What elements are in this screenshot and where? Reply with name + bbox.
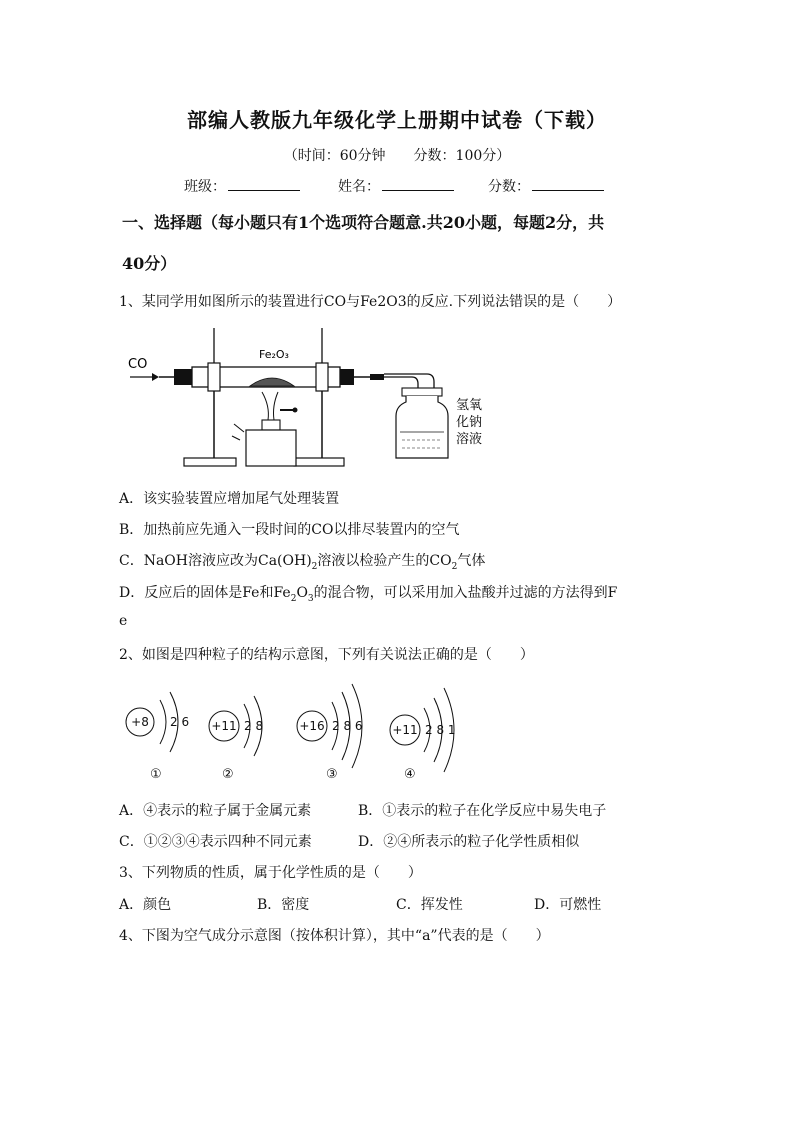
particle-4-electrons: 2 8 1 bbox=[425, 723, 456, 737]
particle-3-electrons: 2 8 6 bbox=[332, 719, 363, 733]
question-2-option-c[interactable]: C．①②③④表示四种不同元素 bbox=[119, 834, 312, 850]
page-title: 部编人教版九年级化学上册期中试卷（下载） bbox=[187, 108, 607, 132]
question-3-option-b[interactable]: B．密度 bbox=[257, 897, 310, 913]
question-1-option-b[interactable]: B．加热前应先通入一段时间的CO以排尽装置内的空气 bbox=[119, 522, 460, 538]
question-1-option-a[interactable]: A．该实验装置应增加尾气处理装置 bbox=[119, 491, 340, 507]
question-3-option-d[interactable]: D．可燃性 bbox=[534, 897, 602, 913]
section-heading-line1: 一、选择题（每小题只有1个选项符合题意.共20小题，每题2分，共 bbox=[122, 213, 605, 232]
option-c-text-1: C．NaOH溶液应改为Ca(OH) bbox=[119, 553, 312, 569]
particle-4-diagram bbox=[390, 688, 456, 782]
particle-3-nucleus: +16 bbox=[299, 719, 325, 733]
naoh-label-2: 化钠 bbox=[456, 415, 482, 430]
particle-3-diagram bbox=[297, 684, 363, 782]
particle-2-diagram bbox=[209, 696, 263, 782]
option-c-subscript-2: 2 bbox=[451, 561, 458, 572]
question-1-option-d[interactable] bbox=[119, 582, 617, 604]
class-blank[interactable] bbox=[228, 176, 300, 191]
option-d-text-3: 的混合物，可以采用加入盐酸并过滤的方法得到F bbox=[313, 585, 618, 601]
option-c-text-3: 气体 bbox=[457, 553, 486, 569]
section-heading-line2: 40分） bbox=[122, 254, 177, 273]
option-c-text-2: 溶液以检验产生的CO bbox=[317, 553, 452, 569]
question-3-option-c[interactable]: C．挥发性 bbox=[396, 897, 463, 913]
question-1-option-d-continued: e bbox=[119, 613, 128, 629]
naoh-label-1: 氢氧 bbox=[456, 398, 482, 413]
score-field bbox=[488, 176, 604, 196]
naoh-label-3: 溶液 bbox=[456, 432, 482, 447]
name-blank[interactable] bbox=[382, 176, 454, 191]
particle-4-label: ④ bbox=[404, 767, 416, 782]
score-blank[interactable] bbox=[532, 176, 604, 191]
particle-4-nucleus: +11 bbox=[392, 723, 418, 737]
particle-structure-figure bbox=[120, 678, 480, 788]
class-label: 班级： bbox=[184, 179, 226, 195]
question-1-option-c[interactable] bbox=[119, 550, 485, 572]
option-d-subscript-2: 3 bbox=[307, 593, 314, 604]
question-2-option-a[interactable]: A．④表示的粒子属于金属元素 bbox=[119, 803, 312, 819]
particle-1-electrons: 2 6 bbox=[170, 715, 190, 729]
name-label: 姓名： bbox=[338, 179, 380, 195]
question-1-stem: 1、某同学用如图所示的装置进行CO与Fe2O3的反应.下列说法错误的是（ ） bbox=[119, 294, 622, 310]
question-2-option-b[interactable]: B．①表示的粒子在化学反应中易失电子 bbox=[358, 803, 607, 819]
option-d-text-1: D．反应后的固体是Fe和Fe bbox=[119, 585, 291, 601]
question-4-stem: 4、下图为空气成分示意图（按体积计算），其中“a”代表的是（ ） bbox=[119, 928, 550, 944]
option-c-subscript-1: 2 bbox=[311, 561, 318, 572]
question-2-option-d[interactable]: D．②④所表示的粒子化学性质相似 bbox=[358, 834, 580, 850]
particle-2-nucleus: +11 bbox=[211, 719, 237, 733]
particle-1-label: ① bbox=[150, 767, 162, 782]
particle-2-label: ② bbox=[222, 767, 234, 782]
exam-time-score: （时间：60分钟 分数：100分） bbox=[283, 148, 511, 164]
particle-1-diagram bbox=[126, 692, 189, 782]
fe2o3-label: Fe₂O₃ bbox=[259, 348, 289, 361]
particle-3-label: ③ bbox=[326, 767, 338, 782]
option-d-text-2: O bbox=[296, 585, 308, 601]
name-field bbox=[338, 176, 454, 196]
class-field bbox=[184, 176, 300, 196]
option-d-subscript-1: 2 bbox=[290, 593, 297, 604]
question-2-stem: 2、如图是四种粒子的结构示意图，下列有关说法正确的是（ ） bbox=[119, 647, 534, 663]
co-label: CO bbox=[128, 357, 148, 372]
question-3-option-a[interactable]: A．颜色 bbox=[119, 897, 172, 913]
score-label: 分数： bbox=[488, 179, 530, 195]
particle-2-electrons: 2 8 bbox=[244, 719, 264, 733]
particle-1-nucleus: +8 bbox=[131, 715, 149, 729]
co-reduction-apparatus-figure bbox=[122, 328, 482, 473]
question-3-stem: 3、下列物质的性质，属于化学性质的是（ ） bbox=[119, 865, 422, 881]
